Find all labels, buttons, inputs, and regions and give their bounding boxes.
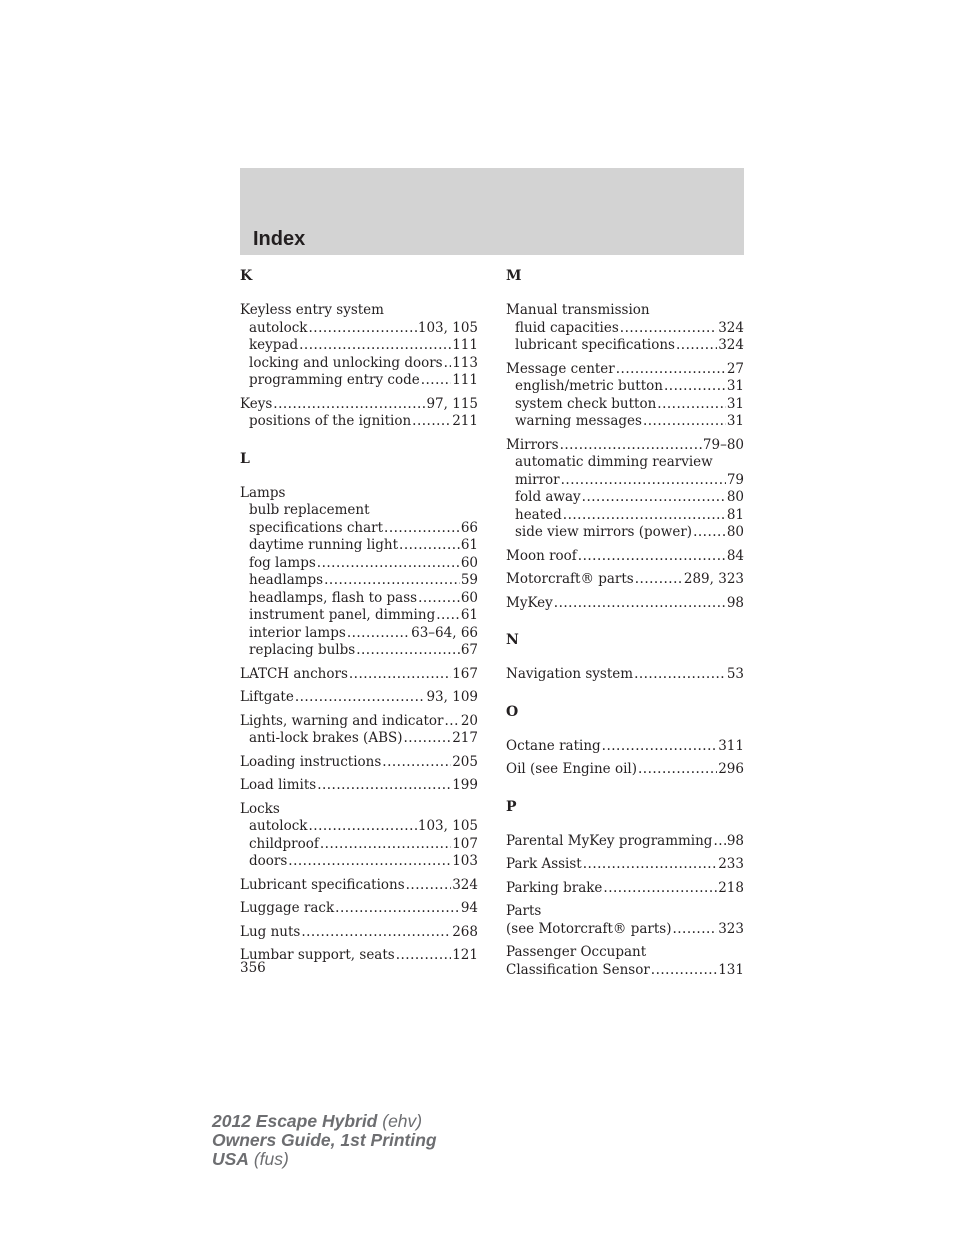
dot-leader bbox=[406, 877, 452, 895]
entry-page-ref: 103, 105 bbox=[417, 818, 478, 834]
dot-leader bbox=[578, 548, 726, 566]
dot-leader bbox=[317, 777, 451, 795]
index-entry bbox=[240, 396, 478, 414]
entry-text: lubricant specifications bbox=[515, 337, 675, 353]
index-subentry bbox=[506, 454, 744, 472]
dot-leader bbox=[676, 337, 717, 355]
entry-page-ref: 97, 115 bbox=[426, 395, 478, 412]
entry-text: daytime running light bbox=[249, 537, 399, 553]
dot-leader bbox=[396, 947, 452, 965]
dot-leader bbox=[445, 713, 460, 731]
index-entry-group bbox=[506, 903, 744, 938]
index-subentry bbox=[240, 836, 478, 854]
entry-page-ref: 233 bbox=[718, 856, 744, 872]
index-subentry bbox=[240, 590, 478, 608]
entry-page-ref: 79 bbox=[726, 471, 744, 488]
entry-text: heated bbox=[515, 506, 562, 523]
entry-text: fog lamps bbox=[249, 554, 316, 571]
entry-text: doors bbox=[249, 853, 288, 869]
dot-leader bbox=[273, 396, 425, 414]
entry-page-ref: 80 bbox=[726, 524, 744, 540]
entry-page-ref: 205 bbox=[452, 753, 478, 770]
entry-text: interior lamps bbox=[249, 624, 346, 641]
dot-leader bbox=[635, 571, 683, 589]
index-entry bbox=[240, 302, 478, 320]
dot-leader bbox=[382, 754, 451, 772]
entry-text: headlamps bbox=[249, 572, 324, 588]
entry-page-ref: 121 bbox=[452, 947, 478, 963]
dot-leader bbox=[693, 524, 726, 542]
index-entry bbox=[240, 801, 478, 819]
dot-leader bbox=[418, 590, 460, 608]
entry-text: mirror bbox=[515, 471, 560, 488]
index-entry-group bbox=[506, 437, 744, 542]
entry-text: specifications chart bbox=[249, 519, 384, 536]
entry-text: anti-lock brakes (ABS) bbox=[249, 730, 403, 746]
index-entry bbox=[506, 571, 744, 589]
index-subentry bbox=[240, 607, 478, 625]
entry-page-ref: 218 bbox=[718, 879, 744, 896]
entry-text: LATCH anchors bbox=[240, 665, 348, 682]
entry-text: instrument panel, dimming bbox=[249, 607, 436, 623]
index-entry-group bbox=[240, 302, 478, 390]
index-subentry bbox=[240, 413, 478, 431]
dot-leader bbox=[308, 818, 416, 836]
entry-text: Lights, warning and indicator bbox=[240, 712, 444, 729]
index-entry bbox=[506, 880, 744, 898]
entry-page-ref: 66 bbox=[460, 519, 478, 536]
entry-page-ref: 93, 109 bbox=[426, 689, 478, 705]
index-entry bbox=[240, 777, 478, 795]
index-subentry bbox=[240, 572, 478, 590]
dot-leader bbox=[554, 595, 726, 613]
entry-text: warning messages bbox=[515, 413, 642, 429]
entry-text: Passenger Occupant bbox=[506, 944, 647, 960]
dot-leader bbox=[563, 507, 726, 525]
entry-text: keypad bbox=[249, 337, 299, 353]
index-entry bbox=[506, 302, 744, 320]
index-entry-group bbox=[506, 548, 744, 566]
dot-leader bbox=[651, 962, 717, 980]
entry-text: Parking brake bbox=[506, 879, 603, 896]
entry-text: Lumbar support, seats bbox=[240, 947, 395, 963]
index-subentry bbox=[506, 472, 744, 490]
entry-text: programming entry code bbox=[249, 372, 420, 388]
dot-leader bbox=[620, 320, 717, 338]
index-subentry bbox=[506, 507, 744, 525]
entry-page-ref: 211 bbox=[452, 413, 478, 429]
index-entry bbox=[240, 924, 478, 942]
entry-page-ref: 98 bbox=[726, 832, 744, 849]
entry-text: autolock bbox=[249, 319, 308, 336]
entry-text: Park Assist bbox=[506, 856, 582, 872]
entry-page-ref: 60 bbox=[460, 589, 478, 606]
entry-page-ref: 20 bbox=[460, 712, 478, 729]
entry-page-ref: 111 bbox=[452, 337, 478, 353]
index-subentry bbox=[240, 642, 478, 660]
index-subentry bbox=[506, 489, 744, 507]
dot-leader bbox=[643, 413, 726, 431]
entry-page-ref: 324 bbox=[718, 337, 744, 353]
entry-page-ref: 31 bbox=[726, 378, 744, 394]
entry-text: Octane rating bbox=[506, 737, 601, 754]
entry-text: Keyless entry system bbox=[240, 302, 384, 318]
index-entry-group bbox=[240, 801, 478, 871]
index-subentry bbox=[240, 818, 478, 836]
footer-model-code: (ehv) bbox=[377, 1111, 423, 1131]
entry-page-ref: 107 bbox=[452, 835, 478, 852]
index-entry-group bbox=[240, 689, 478, 707]
entry-page-ref: 323 bbox=[718, 920, 744, 937]
index-entry-group bbox=[506, 944, 744, 979]
index-section-letter: O bbox=[506, 703, 519, 720]
dot-leader bbox=[399, 537, 460, 555]
entry-text: Classification Sensor bbox=[506, 961, 650, 978]
entry-text: Load limits bbox=[240, 777, 317, 793]
entry-page-ref: 98 bbox=[726, 594, 744, 611]
entry-text: Locks bbox=[240, 800, 280, 817]
page-title: Index bbox=[253, 228, 306, 250]
dot-leader bbox=[657, 396, 726, 414]
index-entry bbox=[240, 713, 478, 731]
entry-text: locking and unlocking doors bbox=[249, 354, 443, 371]
entry-text: childproof bbox=[249, 835, 319, 852]
index-entry bbox=[240, 877, 478, 895]
dot-leader bbox=[616, 361, 726, 379]
index-entry bbox=[506, 361, 744, 379]
entry-text: Parental MyKey programming bbox=[506, 832, 713, 849]
dot-leader bbox=[602, 738, 718, 756]
index-subentry bbox=[240, 337, 478, 355]
entry-text: automatic dimming rearview bbox=[515, 454, 713, 470]
entry-text: replacing bulbs bbox=[249, 642, 356, 658]
entry-text: Lamps bbox=[240, 484, 286, 501]
index-subentry bbox=[506, 413, 744, 431]
dot-leader bbox=[561, 472, 726, 490]
entry-text: Message center bbox=[506, 360, 615, 377]
dot-leader bbox=[583, 856, 717, 874]
dot-leader bbox=[412, 413, 451, 431]
index-entry-group bbox=[240, 485, 478, 660]
index-column-right bbox=[506, 268, 744, 985]
dot-leader bbox=[301, 924, 451, 942]
dot-leader bbox=[299, 337, 451, 355]
dot-leader bbox=[638, 761, 717, 779]
index-subentry bbox=[506, 396, 744, 414]
index-entry bbox=[506, 548, 744, 566]
entry-page-ref: 268 bbox=[452, 923, 478, 940]
footer-region: USA bbox=[212, 1149, 249, 1169]
entry-page-ref: 217 bbox=[452, 730, 478, 746]
index-entry bbox=[506, 761, 744, 779]
index-entry bbox=[240, 485, 478, 503]
entry-text: headlamps, flash to pass bbox=[249, 589, 418, 606]
entry-page-ref: 167 bbox=[452, 665, 478, 682]
index-entry bbox=[240, 900, 478, 918]
index-subentry bbox=[506, 524, 744, 542]
entry-page-ref: 324 bbox=[718, 319, 744, 336]
dot-leader bbox=[349, 666, 451, 684]
dot-leader bbox=[582, 489, 726, 507]
entry-page-ref: 111 bbox=[452, 372, 478, 388]
index-entry bbox=[506, 833, 744, 851]
entry-page-ref: 27 bbox=[726, 360, 744, 377]
index-section-letter: K bbox=[240, 268, 253, 284]
entry-text: Navigation system bbox=[506, 666, 634, 682]
dot-leader bbox=[560, 437, 702, 455]
index-entry-group bbox=[240, 777, 478, 795]
entry-page-ref: 81 bbox=[726, 506, 744, 523]
entry-page-ref: 131 bbox=[718, 961, 744, 978]
entry-text: fold away bbox=[515, 489, 581, 505]
entry-text: side view mirrors (power) bbox=[515, 524, 693, 540]
entry-text: system check button bbox=[515, 395, 657, 412]
index-subentry bbox=[240, 537, 478, 555]
entry-text: Manual transmission bbox=[506, 302, 650, 318]
index-entry bbox=[506, 921, 744, 939]
index-entry-group bbox=[506, 666, 744, 684]
entry-text: Lubricant specifications bbox=[240, 876, 405, 893]
dot-leader bbox=[356, 642, 460, 660]
dot-leader bbox=[317, 555, 460, 573]
index-section-letter: P bbox=[506, 798, 517, 815]
index-entry bbox=[506, 437, 744, 455]
entry-text: (see Motorcraft® parts) bbox=[506, 920, 672, 937]
index-subentry bbox=[240, 320, 478, 338]
index-section-letter: M bbox=[506, 268, 522, 284]
index-entry-group bbox=[240, 754, 478, 772]
entry-page-ref: 103 bbox=[452, 853, 478, 869]
dot-leader bbox=[324, 572, 460, 590]
entry-page-ref: 31 bbox=[726, 413, 744, 429]
entry-text: Parts bbox=[506, 903, 542, 919]
footer-guide: Owners Guide, 1st Printing bbox=[212, 1130, 437, 1150]
footer-model: 2012 Escape Hybrid bbox=[212, 1111, 378, 1131]
entry-page-ref: 60 bbox=[460, 554, 478, 571]
index-section-letter: N bbox=[506, 632, 519, 648]
index-entry-group bbox=[240, 713, 478, 748]
entry-text: bulb replacement bbox=[249, 502, 370, 518]
dot-leader bbox=[384, 520, 460, 538]
entry-page-ref: 80 bbox=[726, 489, 744, 505]
index-subentry bbox=[240, 730, 478, 748]
entry-text: Lug nuts bbox=[240, 923, 301, 940]
index-entry bbox=[240, 689, 478, 707]
index-subentry bbox=[506, 337, 744, 355]
entry-text: english/metric button bbox=[515, 378, 663, 394]
entry-page-ref: 79–80 bbox=[702, 436, 744, 453]
index-entry bbox=[506, 595, 744, 613]
index-entry bbox=[240, 947, 478, 965]
index-entry-group bbox=[506, 571, 744, 589]
index-column-left bbox=[240, 268, 478, 971]
entry-text: Moon roof bbox=[506, 547, 577, 564]
entry-text: Mirrors bbox=[506, 436, 559, 453]
dot-leader bbox=[335, 900, 460, 918]
index-entry-group bbox=[506, 833, 744, 851]
index-entry-group bbox=[506, 761, 744, 779]
entry-page-ref: 84 bbox=[726, 547, 744, 564]
entry-page-ref: 199 bbox=[452, 777, 478, 793]
index-section-letter: L bbox=[240, 450, 250, 467]
index-entry-group bbox=[240, 877, 478, 895]
index-entry-group bbox=[240, 924, 478, 942]
index-entry-group bbox=[240, 396, 478, 431]
index-entry bbox=[506, 944, 744, 962]
entry-text: Motorcraft® parts bbox=[506, 571, 634, 587]
entry-page-ref: 59 bbox=[460, 572, 478, 588]
entry-page-ref: 61 bbox=[460, 607, 478, 623]
entry-text: Liftgate bbox=[240, 689, 294, 705]
dot-leader bbox=[308, 320, 416, 338]
entry-text: Loading instructions bbox=[240, 753, 382, 770]
entry-text: Keys bbox=[240, 395, 273, 412]
index-entry bbox=[240, 666, 478, 684]
entry-page-ref: 113 bbox=[452, 354, 478, 371]
index-entry bbox=[506, 856, 744, 874]
entry-page-ref: 61 bbox=[460, 537, 478, 553]
index-entry-group bbox=[506, 738, 744, 756]
entry-text: autolock bbox=[249, 818, 308, 834]
index-subentry bbox=[240, 555, 478, 573]
dot-leader bbox=[713, 833, 725, 851]
index-entry-group bbox=[240, 947, 478, 965]
index-entry-group bbox=[506, 595, 744, 613]
index-entry-group bbox=[506, 361, 744, 431]
index-subentry bbox=[240, 502, 478, 520]
entry-text: Luggage rack bbox=[240, 900, 335, 916]
index-subentry bbox=[240, 520, 478, 538]
entry-page-ref: 296 bbox=[718, 761, 744, 777]
document-footer bbox=[212, 1112, 437, 1169]
index-entry bbox=[506, 738, 744, 756]
index-entry-group bbox=[240, 900, 478, 918]
entry-text: MyKey bbox=[506, 594, 553, 611]
dot-leader bbox=[404, 730, 452, 748]
dot-leader bbox=[672, 921, 717, 939]
dot-leader bbox=[288, 853, 451, 871]
entry-page-ref: 324 bbox=[452, 876, 478, 893]
footer-region-code: (fus) bbox=[248, 1149, 289, 1169]
index-entry bbox=[240, 754, 478, 772]
entry-page-ref: 311 bbox=[718, 737, 744, 754]
entry-page-ref: 103, 105 bbox=[417, 319, 478, 336]
entry-page-ref: 53 bbox=[726, 666, 744, 682]
entry-page-ref: 31 bbox=[726, 395, 744, 412]
dot-leader bbox=[444, 355, 452, 373]
index-entry-group bbox=[506, 302, 744, 355]
index-subentry bbox=[240, 625, 478, 643]
index-subentry bbox=[240, 355, 478, 373]
entry-text: positions of the ignition bbox=[249, 413, 412, 429]
entry-page-ref: 63–64, 66 bbox=[411, 624, 478, 641]
entry-text: fluid capacities bbox=[515, 319, 619, 336]
index-entry bbox=[506, 962, 744, 980]
entry-page-ref: 67 bbox=[460, 642, 478, 658]
index-entry-group bbox=[506, 880, 744, 898]
index-subentry bbox=[240, 372, 478, 390]
entry-text: Oil (see Engine oil) bbox=[506, 761, 637, 777]
index-entry-group bbox=[506, 856, 744, 874]
dot-leader bbox=[634, 666, 726, 684]
index-entry bbox=[506, 903, 744, 921]
dot-leader bbox=[664, 378, 726, 396]
dot-leader bbox=[347, 625, 410, 643]
dot-leader bbox=[421, 372, 452, 390]
index-subentry bbox=[240, 853, 478, 871]
entry-page-ref: 94 bbox=[460, 900, 478, 916]
page-number: 356 bbox=[240, 960, 266, 976]
dot-leader bbox=[603, 880, 717, 898]
dot-leader bbox=[320, 836, 451, 854]
index-entry bbox=[506, 666, 744, 684]
dot-leader bbox=[436, 607, 460, 625]
index-entry-group bbox=[240, 666, 478, 684]
entry-page-ref: 289, 323 bbox=[683, 571, 744, 587]
index-subentry bbox=[506, 320, 744, 338]
dot-leader bbox=[295, 689, 426, 707]
index-subentry bbox=[506, 378, 744, 396]
index-header-band bbox=[240, 168, 744, 255]
